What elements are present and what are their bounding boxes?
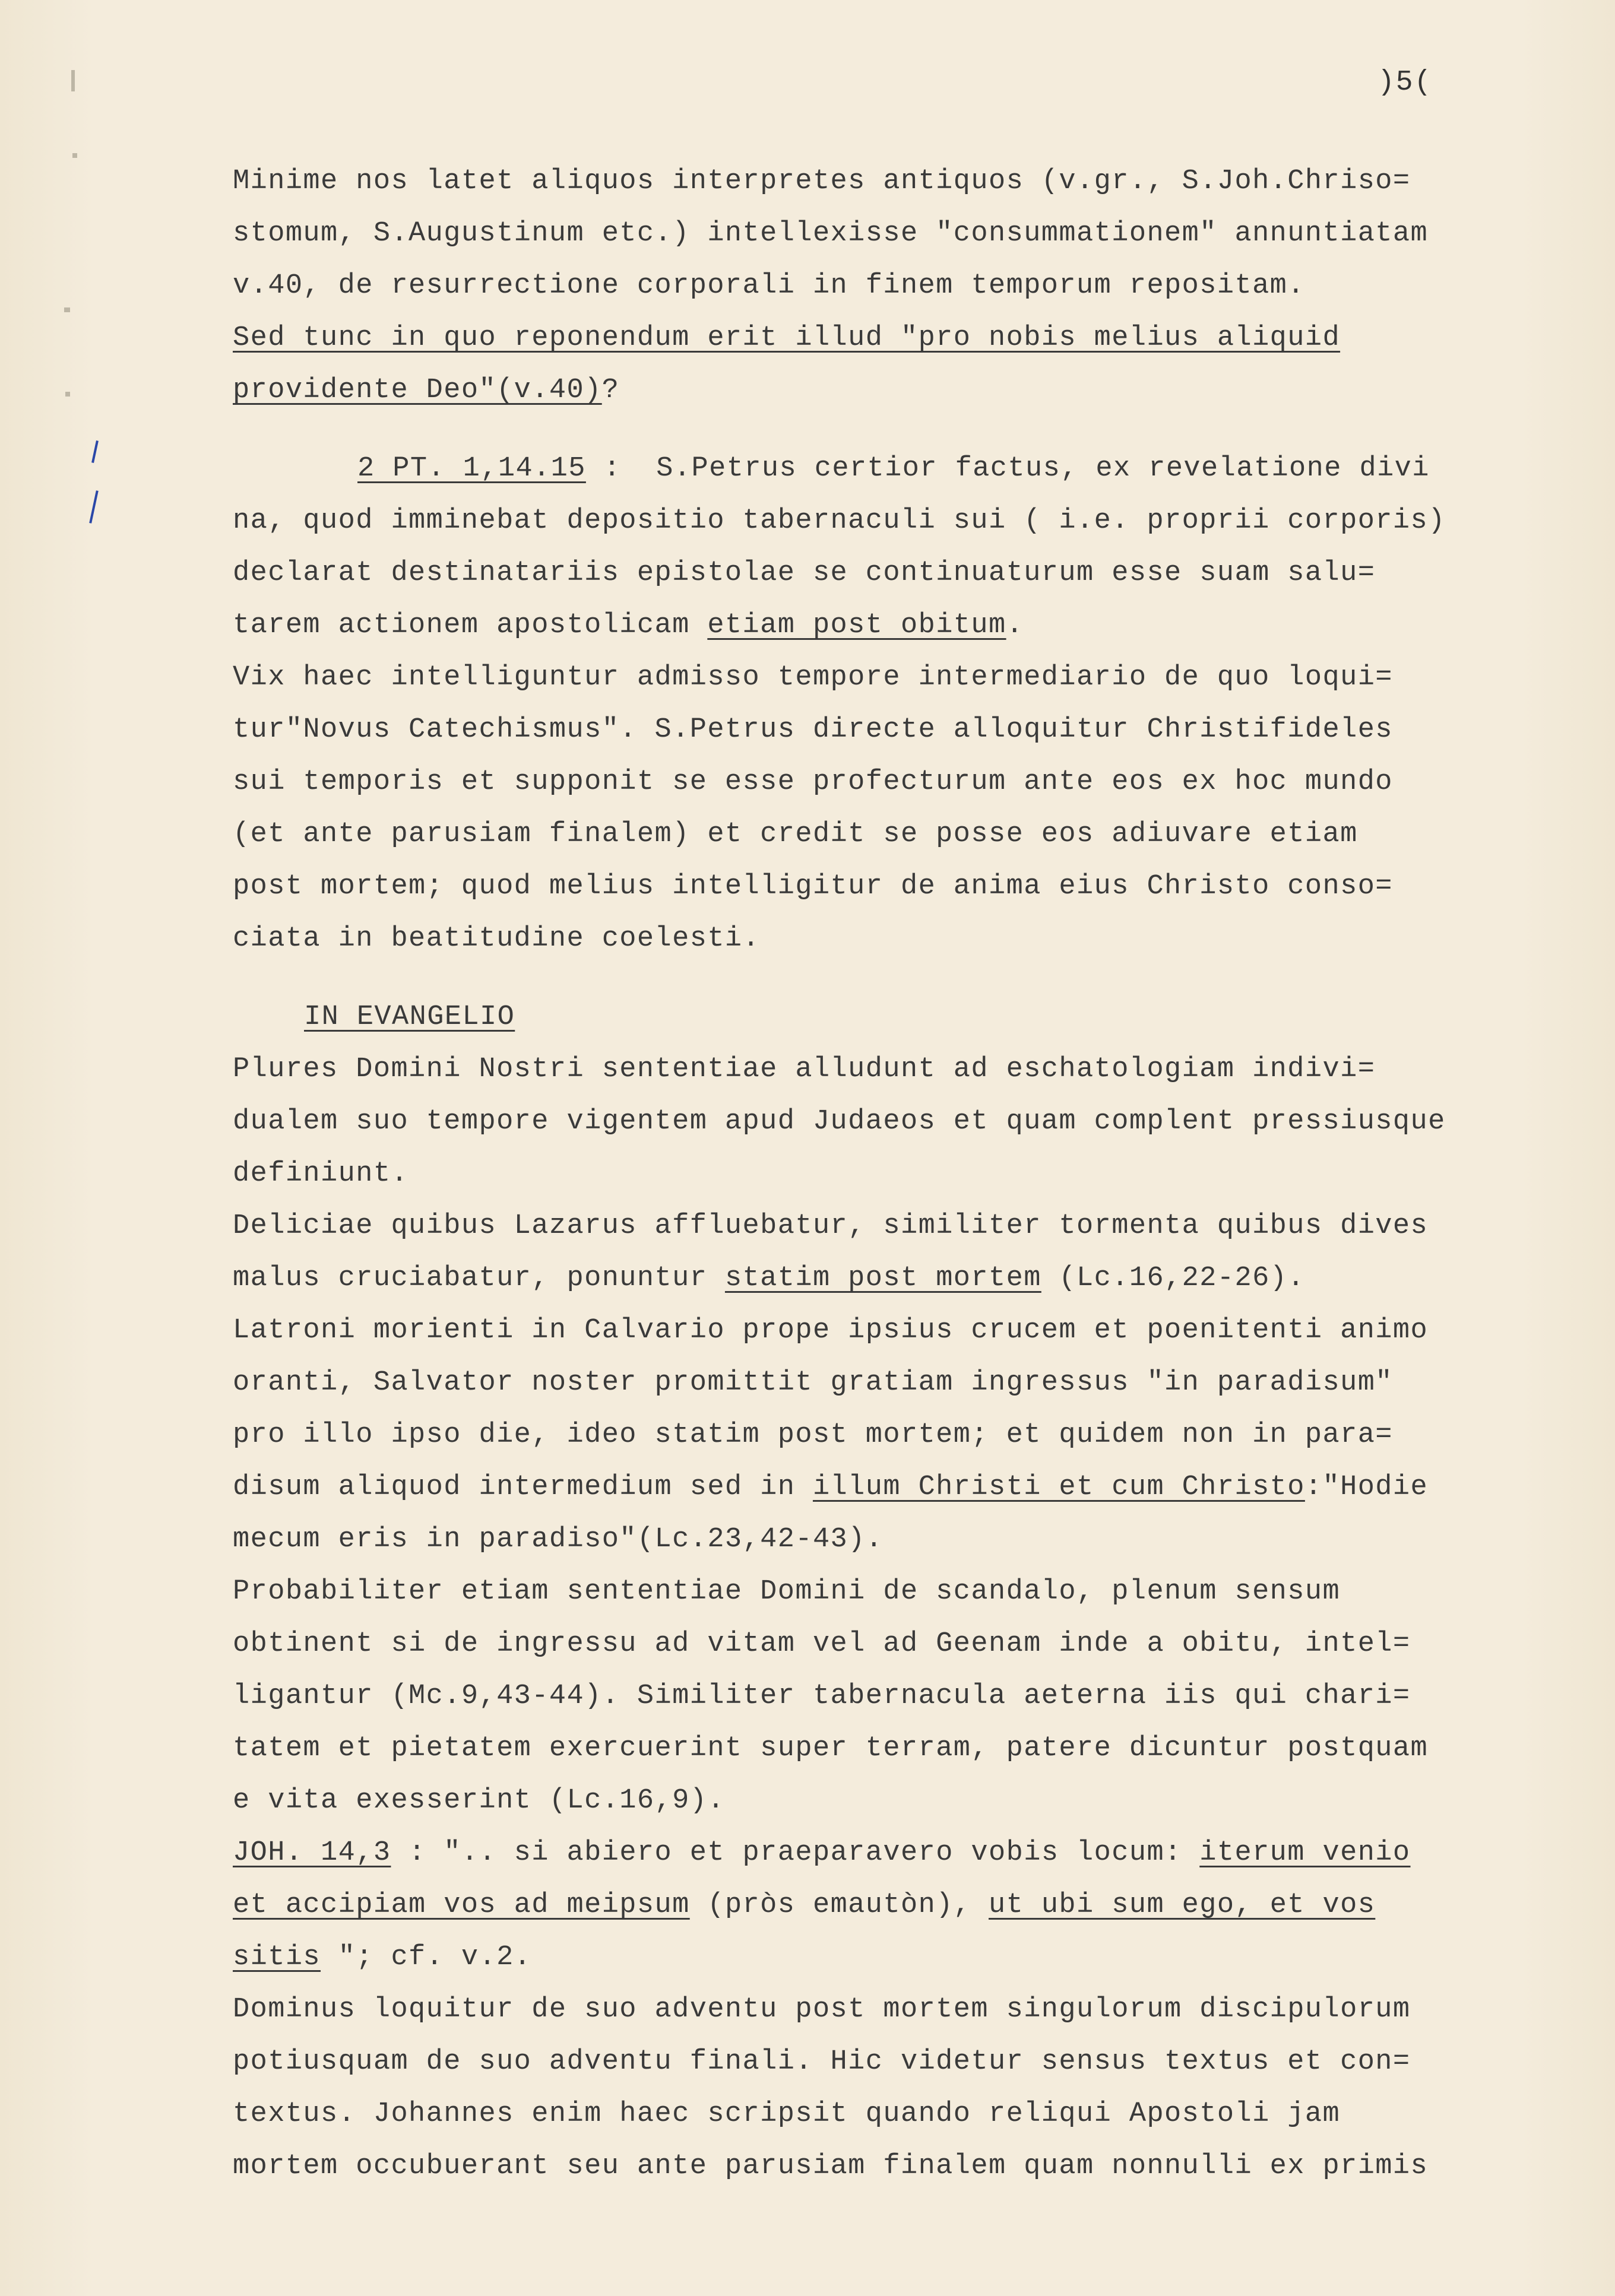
- underlined-text: providente Deo"(v.40): [233, 375, 602, 406]
- section-heading: [233, 991, 1497, 1044]
- text-line: mortem occubuerant seu ante parusiam finalem quam nonnulli ex primis: [233, 2151, 1429, 2182]
- heading-text: IN EVANGELIO: [304, 1001, 515, 1033]
- scripture-reference: 2 PT. 1,14.15: [357, 453, 586, 484]
- text-line: declarat destinatariis epistolae se continuaturum esse suam salu=: [233, 557, 1376, 589]
- punch-mark: [71, 70, 75, 91]
- text-line: (et ante parusiam finalem) et credit se posse eos adiuvare etiam: [233, 819, 1358, 850]
- text-line: [233, 1827, 1497, 1879]
- text-line: [233, 1879, 1497, 1932]
- text-span: ?: [601, 375, 620, 406]
- text-line: Vix haec intelliguntur admisso tempore intermediario de quo loqui=: [233, 662, 1393, 693]
- text-span: : ".. si abiero et praeparavero vobis locum:: [391, 1837, 1200, 1869]
- underlined-text: statim post mortem: [724, 1263, 1041, 1294]
- text-line: [233, 1252, 1497, 1305]
- text-line: ligantur (Mc.9,43-44). Similiter tabernacula aeterna iis qui chari=: [233, 1680, 1411, 1712]
- text-line: sui temporis et supponit se esse profecturum ante eos ex hoc mundo: [233, 766, 1393, 798]
- text-line: post mortem; quod melius intelligitur de anima eius Christo conso=: [233, 871, 1393, 902]
- text-span: malus cruciabatur, ponuntur: [233, 1263, 725, 1294]
- text-line: [233, 1932, 1497, 1984]
- punch-mark: [72, 153, 77, 158]
- text-span: (Lc.16,22-26).: [1041, 1263, 1305, 1294]
- text-line: e vita exesserint (Lc.16,9).: [233, 1785, 725, 1816]
- text-span: disum aliquod intermedium sed in: [233, 1472, 813, 1503]
- text-span: .: [1006, 610, 1024, 641]
- text-line: textus. Johannes enim haec scripsit quando reliqui Apostoli jam: [233, 2098, 1341, 2130]
- text-line: mecum eris in paradiso"(Lc.23,42-43).: [233, 1524, 884, 1555]
- underlined-line: Sed tunc in quo reponendum erit illud "pro nobis melius aliquid: [233, 322, 1341, 354]
- text-line: dualem suo tempore vigentem apud Judaeos et quam complent pressiusque: [233, 1106, 1446, 1137]
- text-span: (pròs emautòn),: [689, 1889, 989, 1921]
- underlined-text: iterum venio: [1199, 1837, 1411, 1869]
- text-line: definiunt.: [233, 1158, 409, 1190]
- text-line: [233, 1461, 1497, 1514]
- text-line: Dominus loquitur de suo adventu post mortem singulorum discipulorum: [233, 1994, 1411, 2025]
- text-line: tur"Novus Catechismus". S.Petrus directe alloquitur Christifideles: [233, 714, 1393, 746]
- punch-mark: [64, 307, 70, 312]
- text-span: : S.Petrus certior factus, ex revelatione divi: [585, 453, 1430, 484]
- underlined-text: etiam post obitum: [707, 610, 1006, 641]
- underlined-text: et accipiam vos ad meipsum: [233, 1889, 690, 1921]
- pen-mark: [89, 490, 99, 524]
- text-line: Deliciae quibus Lazarus affluebatur, similiter tormenta quibus dives: [233, 1210, 1429, 1242]
- underlined-text: ut ubi sum ego, et vos: [989, 1889, 1376, 1921]
- text-line: tatem et pietatem exercuerint super terram, patere dicuntur postquam: [233, 1733, 1429, 1764]
- text-line: Plures Domini Nostri sententiae alludunt ad eschatologiam indivi=: [233, 1054, 1376, 1085]
- text-line: [233, 364, 1497, 417]
- text-span: tarem actionem apostolicam: [233, 610, 708, 641]
- text-line: [233, 443, 1497, 495]
- text-line: stomum, S.Augustinum etc.) intellexisse "consummationem" annuntiatam: [233, 218, 1429, 249]
- text-line: oranti, Salvator noster promittit gratiam ingressus "in paradisum": [233, 1367, 1393, 1398]
- text-line: obtinent si de ingressu ad vitam vel ad Geenam inde a obitu, intel=: [233, 1628, 1411, 1660]
- text-line: ciata in beatitudine coelesti.: [233, 923, 761, 954]
- punch-mark: [65, 392, 70, 397]
- underlined-text: illum Christi et cum Christo: [812, 1472, 1305, 1503]
- text-line: Minime nos latet aliquos interpretes antiquos (v.gr., S.Joh.Chriso=: [233, 166, 1411, 197]
- pen-mark: [91, 440, 99, 463]
- text-line: Latroni morienti in Calvario prope ipsius crucem et poenitenti animo: [233, 1315, 1429, 1346]
- text-line: pro illo ipso die, ideo statim post mortem; et quidem non in para=: [233, 1419, 1393, 1451]
- text-body: [233, 156, 1497, 2193]
- text-span: :"Hodie: [1304, 1472, 1429, 1503]
- text-line: [233, 600, 1497, 652]
- text-line: Probabiliter etiam sententiae Domini de scandalo, plenum sensum: [233, 1576, 1341, 1607]
- underlined-text: sitis: [233, 1942, 321, 1973]
- text-span: "; cf. v.2.: [321, 1942, 532, 1973]
- text-line: na, quod imminebat depositio tabernaculi sui ( i.e. proprii corporis): [233, 505, 1446, 537]
- scripture-reference: JOH. 14,3: [233, 1837, 391, 1869]
- text-line: potiusquam de suo adventu finali. Hic videtur sensus textus et con=: [233, 2046, 1411, 2078]
- page-number: )5(: [1378, 66, 1433, 99]
- text-line: v.40, de resurrectione corporali in finem temporum repositam.: [233, 270, 1305, 302]
